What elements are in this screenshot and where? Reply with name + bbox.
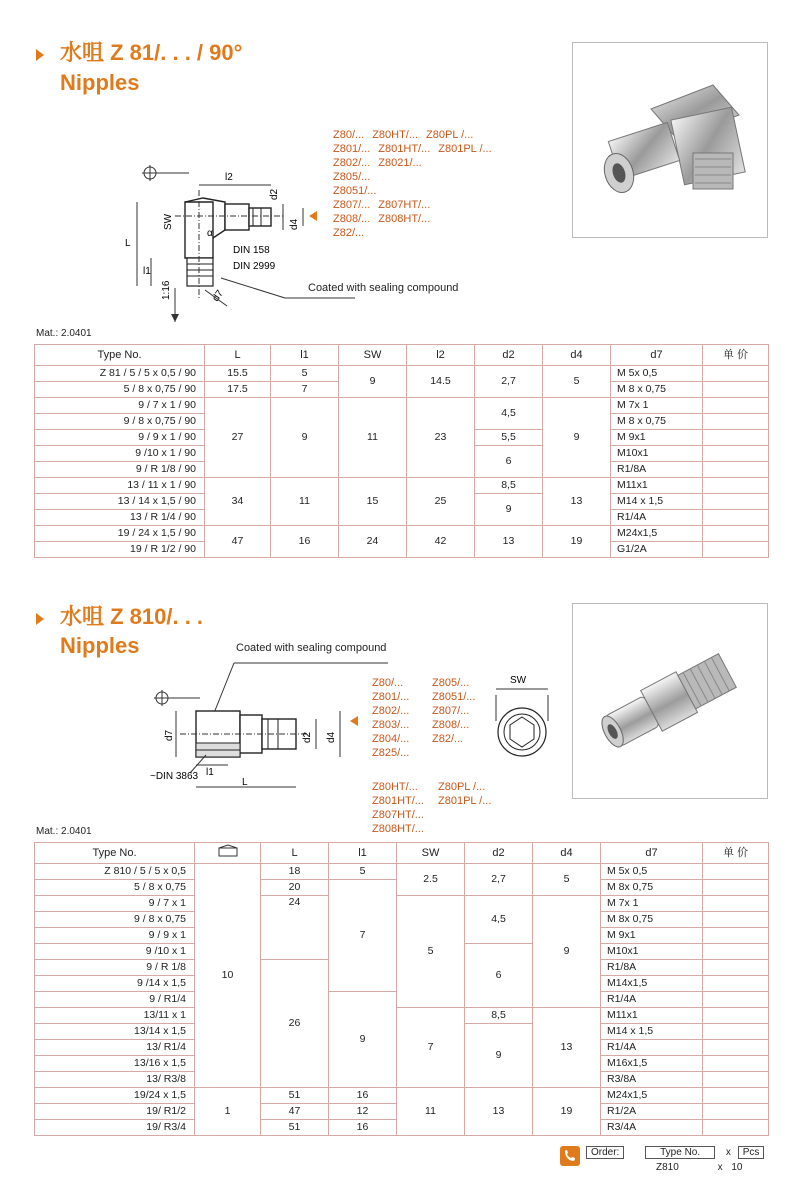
table-cell bbox=[703, 960, 769, 976]
table-cell: 10 bbox=[195, 864, 261, 1088]
col-header: SW bbox=[397, 843, 465, 864]
ref: Z801PL /... bbox=[438, 143, 492, 155]
section1-marker-icon bbox=[36, 49, 44, 61]
table-cell: 13/11 x 1 bbox=[35, 1008, 195, 1024]
table-cell: 9 bbox=[533, 896, 601, 1008]
table-cell: 42 bbox=[407, 526, 475, 558]
table-cell: 16 bbox=[329, 1120, 397, 1136]
table-cell bbox=[703, 382, 769, 398]
compatible-ref: Z82/... bbox=[432, 733, 464, 745]
table-cell bbox=[703, 992, 769, 1008]
dim-d7: d7 bbox=[210, 288, 226, 304]
table-cell: 9 / 8 x 0,75 / 90 bbox=[35, 414, 205, 430]
table-cell bbox=[703, 1040, 769, 1056]
dim-d7: d7 bbox=[164, 729, 175, 741]
col-header: d4 bbox=[543, 345, 611, 366]
compatible-ref: Z805/... bbox=[432, 677, 470, 689]
ref-row bbox=[372, 746, 475, 760]
package-icon-header bbox=[195, 843, 261, 864]
table-cell: 16 bbox=[271, 526, 339, 558]
table-cell bbox=[703, 912, 769, 928]
table-cell bbox=[703, 864, 769, 880]
table-cell: M10x1 bbox=[601, 944, 703, 960]
table-cell: M 9x1 bbox=[611, 430, 703, 446]
straight-nipple-image bbox=[573, 604, 767, 798]
table-cell: 19/ R1/2 bbox=[35, 1104, 195, 1120]
table-cell: 19 bbox=[533, 1088, 601, 1136]
table-cell: M24x1,5 bbox=[601, 1088, 703, 1104]
col-header: l1 bbox=[329, 843, 397, 864]
table-cell bbox=[703, 1104, 769, 1120]
dim-ratio: 1:16 bbox=[161, 280, 172, 300]
table-cell: M11x1 bbox=[601, 1008, 703, 1024]
table-cell bbox=[703, 494, 769, 510]
table-cell: 13/14 x 1,5 bbox=[35, 1024, 195, 1040]
table-cell: 7 bbox=[329, 880, 397, 992]
table-cell: 5 / 8 x 0,75 / 90 bbox=[35, 382, 205, 398]
table-cell: 51 bbox=[261, 1120, 329, 1136]
section1-title-cn: 水咀 Z 81/. . . / 90° bbox=[60, 40, 243, 65]
ref-row bbox=[333, 226, 492, 240]
table-cell: 9 / 9 x 1 bbox=[35, 928, 195, 944]
table-cell bbox=[703, 542, 769, 558]
ref-row bbox=[372, 808, 491, 822]
table-row bbox=[35, 366, 769, 382]
table-cell: M 7x 1 bbox=[601, 896, 703, 912]
ref: Z80/... bbox=[333, 129, 365, 141]
table-cell: R1/4A bbox=[601, 1040, 703, 1056]
elbow-nipple-image bbox=[573, 43, 767, 237]
table-cell: 5,5 bbox=[475, 430, 543, 446]
table-cell: 24 bbox=[339, 526, 407, 558]
table-cell bbox=[703, 526, 769, 542]
ref-row bbox=[372, 780, 491, 794]
table-cell: 13 bbox=[533, 1008, 601, 1088]
table-cell: 23 bbox=[407, 398, 475, 478]
ref: Z801/... bbox=[333, 143, 371, 155]
table-cell: 4,5 bbox=[465, 896, 533, 944]
compatible-ref: Z808/... bbox=[432, 719, 470, 731]
table-cell bbox=[703, 1024, 769, 1040]
ref-row bbox=[372, 690, 475, 704]
dim-l1: l1 bbox=[143, 266, 151, 277]
type-no: Z 81 / 5 / 5 x 0,5 / 90 bbox=[35, 366, 205, 382]
table-cell bbox=[703, 1072, 769, 1088]
table-cell: 9 / R 1/8 bbox=[35, 960, 195, 976]
section2-title-cn: 水咀 Z 810/. . . bbox=[60, 604, 204, 629]
table-cell: 11 bbox=[271, 478, 339, 526]
table-cell: 13 / 11 x 1 / 90 bbox=[35, 478, 205, 494]
ref: Z805/... bbox=[333, 171, 371, 183]
dim-sw: SW bbox=[163, 213, 174, 230]
section2-title-en: Nipples bbox=[60, 633, 140, 658]
table-row bbox=[35, 1088, 769, 1104]
ref-row bbox=[333, 142, 492, 156]
order-example bbox=[656, 1162, 742, 1173]
col-header: d7 bbox=[611, 345, 703, 366]
table-cell: 9 / R 1/8 / 90 bbox=[35, 462, 205, 478]
order-type-label: Type No. bbox=[645, 1146, 715, 1159]
table-cell: M 8 x 0,75 bbox=[611, 414, 703, 430]
compatible-ref: Z802/... bbox=[372, 705, 410, 717]
compatible-ref: Z807/... bbox=[432, 705, 470, 717]
table-cell: 11 bbox=[339, 398, 407, 478]
compatible-ref: Z80PL /... bbox=[438, 781, 486, 793]
section1-compatible-list bbox=[333, 128, 492, 240]
compatible-ref: Z80/... bbox=[372, 677, 404, 689]
table-cell: M16x1,5 bbox=[601, 1056, 703, 1072]
section2-compatible-list-a bbox=[372, 676, 475, 760]
section2-spec-table bbox=[34, 842, 769, 1136]
ref: Z8021/... bbox=[378, 157, 422, 169]
table-cell: 19 / 24 x 1,5 / 90 bbox=[35, 526, 205, 542]
table-cell: M10x1 bbox=[611, 446, 703, 462]
table-cell: 1 bbox=[195, 1088, 261, 1136]
table-row bbox=[35, 478, 769, 494]
table-cell: R3/8A bbox=[601, 1072, 703, 1088]
table-cell bbox=[703, 462, 769, 478]
table-cell: 13 bbox=[475, 526, 543, 558]
compatible-ref: Z801/... bbox=[372, 691, 410, 703]
ref-row bbox=[372, 704, 475, 718]
table-cell: 7 bbox=[397, 1008, 465, 1088]
table-cell bbox=[703, 398, 769, 414]
col-header: Type No. bbox=[35, 843, 195, 864]
table-cell: R3/4A bbox=[601, 1120, 703, 1136]
col-header: d2 bbox=[465, 843, 533, 864]
table-cell: 4,5 bbox=[475, 398, 543, 430]
table-cell: 7 bbox=[271, 382, 339, 398]
table-cell: 5 bbox=[533, 864, 601, 896]
table-cell: 25 bbox=[407, 478, 475, 526]
ref-row bbox=[333, 128, 492, 142]
dim-din158: DIN 158 bbox=[233, 245, 270, 256]
ref-row bbox=[372, 676, 475, 690]
section2-sealing-callout: Coated with sealing compound bbox=[236, 642, 387, 654]
table-cell: 9 bbox=[271, 398, 339, 478]
table-cell bbox=[703, 510, 769, 526]
compatible-ref: Z803/... bbox=[372, 719, 410, 731]
table-cell: 13 / 14 x 1,5 / 90 bbox=[35, 494, 205, 510]
table-cell: R1/8A bbox=[601, 960, 703, 976]
col-header: 单 价 bbox=[703, 345, 769, 366]
col-header: d4 bbox=[533, 843, 601, 864]
section2-compatible-list-b bbox=[372, 780, 491, 836]
order-label: Order: bbox=[586, 1146, 624, 1159]
compatible-ref: Z807HT/... bbox=[372, 809, 424, 821]
ref: Z807/... bbox=[333, 199, 371, 211]
col-header: l1 bbox=[271, 345, 339, 366]
table-cell: 5 bbox=[329, 864, 397, 880]
table-cell: M 9x1 bbox=[601, 928, 703, 944]
table-cell: 47 bbox=[205, 526, 271, 558]
table-cell: M 5x 0,5 bbox=[601, 864, 703, 880]
table-cell: 18 bbox=[261, 864, 329, 880]
table-cell: M14 x 1,5 bbox=[601, 1024, 703, 1040]
order-type-value: Z810 bbox=[656, 1162, 679, 1173]
table-cell: 13 bbox=[543, 478, 611, 526]
table-cell bbox=[703, 944, 769, 960]
compatible-ref: Z80HT/... bbox=[372, 781, 418, 793]
table-cell: 13/16 x 1,5 bbox=[35, 1056, 195, 1072]
table-cell: 13/ R1/4 bbox=[35, 1040, 195, 1056]
table-cell: 2,7 bbox=[475, 366, 543, 398]
dim-din2999: DIN 2999 bbox=[233, 261, 276, 272]
table-cell: 26 bbox=[261, 960, 329, 1088]
table-cell: 5 / 8 x 0,75 bbox=[35, 880, 195, 896]
table-row bbox=[35, 1008, 769, 1024]
table-cell bbox=[703, 366, 769, 382]
ref-row bbox=[372, 718, 475, 732]
table-cell: R1/4A bbox=[611, 510, 703, 526]
col-header: l2 bbox=[407, 345, 475, 366]
table-cell: 17.5 bbox=[205, 382, 271, 398]
dim-l: L bbox=[242, 777, 248, 788]
order-x1: x bbox=[725, 1147, 731, 1158]
table-cell: 13 bbox=[465, 1088, 533, 1136]
table-cell: 16 bbox=[329, 1088, 397, 1104]
table-cell: 27 bbox=[205, 398, 271, 478]
compatible-ref: Z825/... bbox=[372, 747, 410, 759]
section2-marker-icon bbox=[36, 613, 44, 625]
table-cell: 5 bbox=[271, 366, 339, 382]
table-cell: R1/4A bbox=[601, 992, 703, 1008]
table-cell: 2,7 bbox=[465, 864, 533, 896]
ref-row bbox=[333, 184, 492, 198]
table-cell: M 8x 0,75 bbox=[601, 880, 703, 896]
ref-row bbox=[333, 170, 492, 184]
order-pcs-value: 10 bbox=[731, 1162, 743, 1173]
package-icon bbox=[216, 844, 240, 858]
table-cell bbox=[703, 1056, 769, 1072]
table-cell: 11 bbox=[397, 1088, 465, 1136]
order-section bbox=[586, 1146, 764, 1159]
table-cell: 5 bbox=[397, 896, 465, 1008]
dim-l1: l1 bbox=[206, 767, 214, 778]
table-cell: G1/2A bbox=[611, 542, 703, 558]
table-cell: 6 bbox=[465, 944, 533, 1008]
table-header-row bbox=[35, 843, 769, 864]
section1-spec-table bbox=[34, 344, 769, 558]
table-cell: 19/ R3/4 bbox=[35, 1120, 195, 1136]
compatible-ref: Z801PL /... bbox=[438, 795, 492, 807]
table-cell: 20 bbox=[261, 880, 329, 896]
ref-row bbox=[372, 822, 491, 836]
ref: Z807HT/... bbox=[378, 199, 431, 211]
section1-product-photo bbox=[572, 42, 768, 238]
table-cell: 12 bbox=[329, 1104, 397, 1120]
col-header: Type No. bbox=[35, 345, 205, 366]
table-cell bbox=[703, 928, 769, 944]
table-cell: 13 / R 1/4 / 90 bbox=[35, 510, 205, 526]
ref: Z801HT/... bbox=[378, 143, 431, 155]
table-cell: 6 bbox=[475, 446, 543, 478]
table-cell: 15 bbox=[339, 478, 407, 526]
ref-row bbox=[333, 156, 492, 170]
table-cell: M 8 x 0,75 bbox=[611, 382, 703, 398]
table-cell bbox=[703, 414, 769, 430]
table-cell: 51 bbox=[261, 1088, 329, 1104]
table-cell: 2.5 bbox=[397, 864, 465, 896]
table-cell: R1/8A bbox=[611, 462, 703, 478]
table-cell bbox=[703, 896, 769, 912]
table-cell bbox=[703, 1120, 769, 1136]
col-header: L bbox=[205, 345, 271, 366]
dim-sw: SW bbox=[510, 675, 527, 686]
table-cell: 19 / R 1/2 / 90 bbox=[35, 542, 205, 558]
table-cell: 5 bbox=[543, 366, 611, 398]
table-cell: 9 bbox=[475, 494, 543, 526]
order-icon bbox=[560, 1146, 580, 1166]
table-cell: 9 / R1/4 bbox=[35, 992, 195, 1008]
ref: Z808HT/... bbox=[378, 213, 431, 225]
table-cell: R1/2A bbox=[601, 1104, 703, 1120]
ref-row bbox=[372, 794, 491, 808]
table-cell: 14.5 bbox=[407, 366, 475, 398]
section1-material: Mat.: 2.0401 bbox=[36, 328, 92, 339]
table-cell bbox=[703, 1008, 769, 1024]
table-cell: 9 bbox=[543, 398, 611, 478]
order-pcs-label: Pcs bbox=[738, 1146, 765, 1159]
table-cell bbox=[703, 976, 769, 992]
dim-d4: d4 bbox=[326, 731, 337, 743]
table-row bbox=[35, 896, 769, 912]
col-header: L bbox=[261, 843, 329, 864]
ref: Z8051/... bbox=[333, 185, 377, 197]
section2-product-photo bbox=[572, 603, 768, 799]
table-cell: 24 bbox=[261, 896, 329, 960]
table-cell: 19/24 x 1,5 bbox=[35, 1088, 195, 1104]
table-cell: 9 bbox=[339, 366, 407, 398]
order-x2: x bbox=[717, 1162, 723, 1173]
ref-row bbox=[333, 198, 492, 212]
table-cell: 9 bbox=[465, 1024, 533, 1088]
col-header: SW bbox=[339, 345, 407, 366]
table-row bbox=[35, 398, 769, 414]
table-row bbox=[35, 526, 769, 542]
table-cell: M11x1 bbox=[611, 478, 703, 494]
table-cell: 8,5 bbox=[475, 478, 543, 494]
table-cell: Z 810 / 5 / 5 x 0,5 bbox=[35, 864, 195, 880]
ref: Z82/... bbox=[333, 227, 365, 239]
table-cell: 9 / 9 x 1 / 90 bbox=[35, 430, 205, 446]
ref: Z802/... bbox=[333, 157, 371, 169]
section1-sealing-callout: Coated with sealing compound bbox=[308, 282, 459, 294]
ref: Z80PL /... bbox=[426, 129, 474, 141]
table-cell: 19 bbox=[543, 526, 611, 558]
ref-row bbox=[333, 212, 492, 226]
col-header: d2 bbox=[475, 345, 543, 366]
table-cell bbox=[703, 430, 769, 446]
section1-title-en: Nipples bbox=[60, 70, 140, 95]
table-cell: M 8x 0,75 bbox=[601, 912, 703, 928]
dim-din3863: ~DIN 3863 bbox=[150, 771, 199, 782]
table-cell: 34 bbox=[205, 478, 271, 526]
table-cell: 13/ R3/8 bbox=[35, 1072, 195, 1088]
table-cell bbox=[703, 1088, 769, 1104]
table-cell: 47 bbox=[261, 1104, 329, 1120]
compatible-ref: Z801HT/... bbox=[372, 795, 424, 807]
table-row bbox=[35, 864, 769, 880]
col-header: d7 bbox=[601, 843, 703, 864]
ref: Z808/... bbox=[333, 213, 371, 225]
dim-l: L bbox=[125, 238, 131, 249]
table-cell: 8,5 bbox=[465, 1008, 533, 1024]
dim-alpha: α bbox=[207, 228, 213, 239]
section2-technical-drawing bbox=[150, 655, 550, 800]
compatible-ref: Z804/... bbox=[372, 733, 410, 745]
col-header: 单 价 bbox=[703, 843, 769, 864]
ref: Z80HT/... bbox=[372, 129, 419, 141]
dim-d2: d2 bbox=[269, 188, 280, 200]
dim-d4: d4 bbox=[289, 218, 300, 230]
table-cell: M14 x 1,5 bbox=[611, 494, 703, 510]
table-cell bbox=[703, 478, 769, 494]
compatible-ref: Z8051/... bbox=[432, 691, 476, 703]
table-cell: 9 / 7 x 1 / 90 bbox=[35, 398, 205, 414]
table-cell: 9 / 8 x 0,75 bbox=[35, 912, 195, 928]
table-cell bbox=[703, 446, 769, 462]
table-cell: 9 bbox=[329, 992, 397, 1088]
table-header-row bbox=[35, 345, 769, 366]
dim-d2: d2 bbox=[302, 731, 313, 743]
table-cell: 15.5 bbox=[205, 366, 271, 382]
section2-material: Mat.: 2.0401 bbox=[36, 826, 92, 837]
table-cell: 9 /14 x 1,5 bbox=[35, 976, 195, 992]
table-cell: M24x1,5 bbox=[611, 526, 703, 542]
table-cell: M14x1,5 bbox=[601, 976, 703, 992]
table-cell: 9 /10 x 1 bbox=[35, 944, 195, 960]
compatible-ref: Z808HT/... bbox=[372, 823, 424, 835]
table-cell: 9 /10 x 1 / 90 bbox=[35, 446, 205, 462]
table-cell bbox=[703, 880, 769, 896]
section1-technical-drawing bbox=[125, 150, 355, 330]
table-cell: 9 / 7 x 1 bbox=[35, 896, 195, 912]
dim-l2: l2 bbox=[225, 172, 233, 183]
table-cell: M 7x 1 bbox=[611, 398, 703, 414]
ref-row bbox=[372, 732, 475, 746]
table-cell: M 5x 0,5 bbox=[611, 366, 703, 382]
